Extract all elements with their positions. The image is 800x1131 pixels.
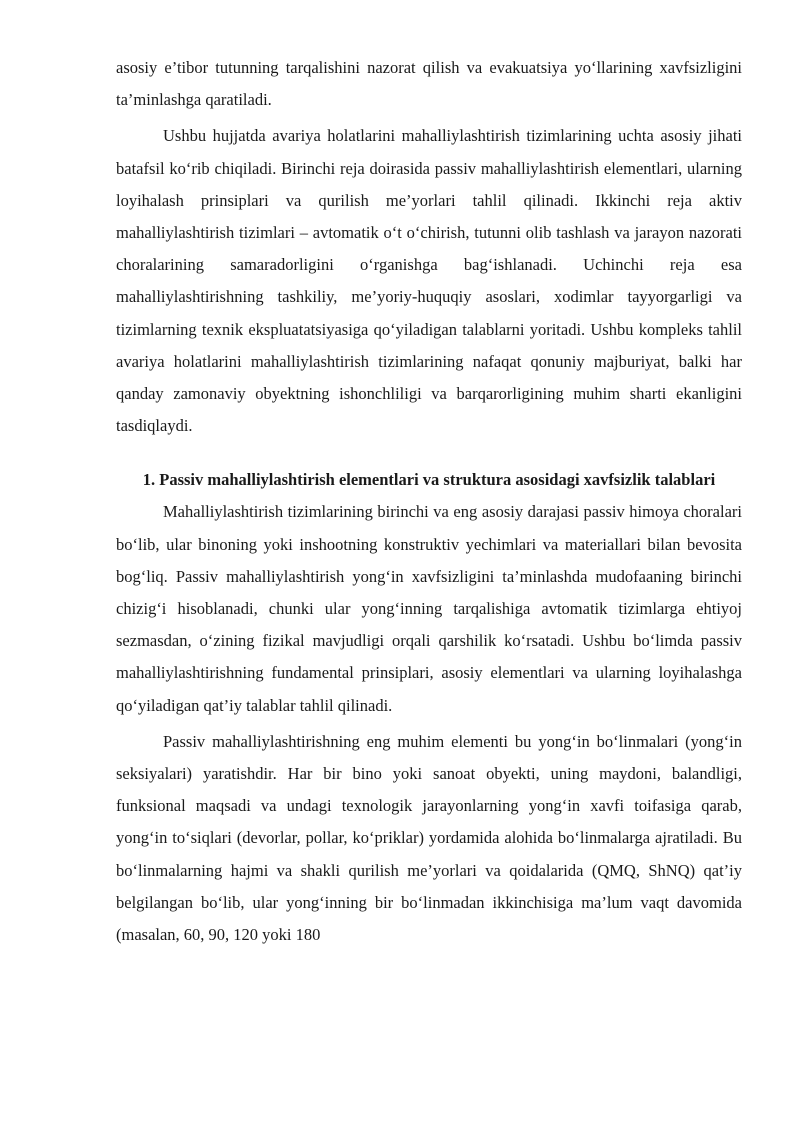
document-page [116, 52, 742, 951]
section-heading: 1. Passiv mahalliylashtirish elementlari va struktura asosidagi xavfsizlik talablari [142, 470, 716, 490]
body-paragraph-introduction: Ushbu hujjatda avariya holatlarini mahalliylashtirish tizimlarining uchta asosiy jihati batafsil ko‘rib chiqiladi. Birinchi reja doirasida passiv mahalliylashtirish elementlari, ularning loyihalash prinsiplari va qurilish me’yorlari tahlil qilinadi. Ikkinchi reja aktiv mahalliylashtirish tizimlari – avtomatik o‘t o‘chirish, tutunni olib tashlash va jarayon nazorati choralarining samaradorligini o‘rganishga bag‘ishlanadi. Uchinchi reja esa mahalliylashtirishning tashkiliy, me’yoriy-huquqiy asoslari, xodimlar tayyorgarligi va tizimlarning texnik ekspluatatsiyasiga qo‘yiladigan talablarni yoritadi. Ushbu kompleks tahlil avariya holatlarini mahalliylashtirish tizimlarining nafaqat qonuniy majburiyat, balki har qanday zamonaviy obyektning ishonchliligi va barqarorligining muhim sharti ekanligini tasdiqlaydi. [116, 126, 742, 436]
body-paragraph-continuation: asosiy e’tibor tutunning tarqalishini nazorat qilish va evakuatsiya yo‘llarining xavfsizligini ta’minlashga qaratiladi. [116, 58, 742, 110]
body-paragraph-passive-overview: Mahalliylashtirish tizimlarining birinchi va eng asosiy darajasi passiv himoya choralari bo‘lib, ular binoning yoki inshootning konstruktiv yechimlari va materiallari bilan bevosita bog‘liq. Passiv mahalliylashtirish yong‘in xavfsizligini ta’minlashda mudofaaning birinchi chizig‘i hisoblanadi, chunki ular yong‘inning tarqalishiga avtomatik tizimlarga ehtiyoj sezmasdan, o‘zining fizikal mavjudligi orqali qarshilik ko‘rsatadi. Ushbu bo‘limda passiv mahalliylashtirishning fundamental prinsiplari, asosiy elementlari va ularning loyihalashga qo‘yiladigan qat’iy talablar tahlil qilinadi. [116, 502, 742, 715]
body-paragraph-fire-compartments: Passiv mahalliylashtirishning eng muhim elementi bu yong‘in bo‘linmalari (yong‘in seksiyalari) yaratishdir. Har bir bino yoki sanoat obyekti, uning maydoni, balandligi, funksional maqsadi va undagi texnologik jarayonlarning yong‘in xavfi toifasiga qarab, yong‘in to‘siqlari (devorlar, pollar, ko‘priklar) yordamida alohida bo‘linmalarga ajratiladi. Bu bo‘linmalarning hajmi va shakli qurilish me’yorlari va qoidalarida (QMQ, ShNQ) qat’iy belgilangan bo‘lib, ular yong‘inning bir bo‘linmadan ikkinchisiga ma’lum vaqt davomida (masalan, 60, 90, 120 yoki 180 [116, 731, 742, 945]
